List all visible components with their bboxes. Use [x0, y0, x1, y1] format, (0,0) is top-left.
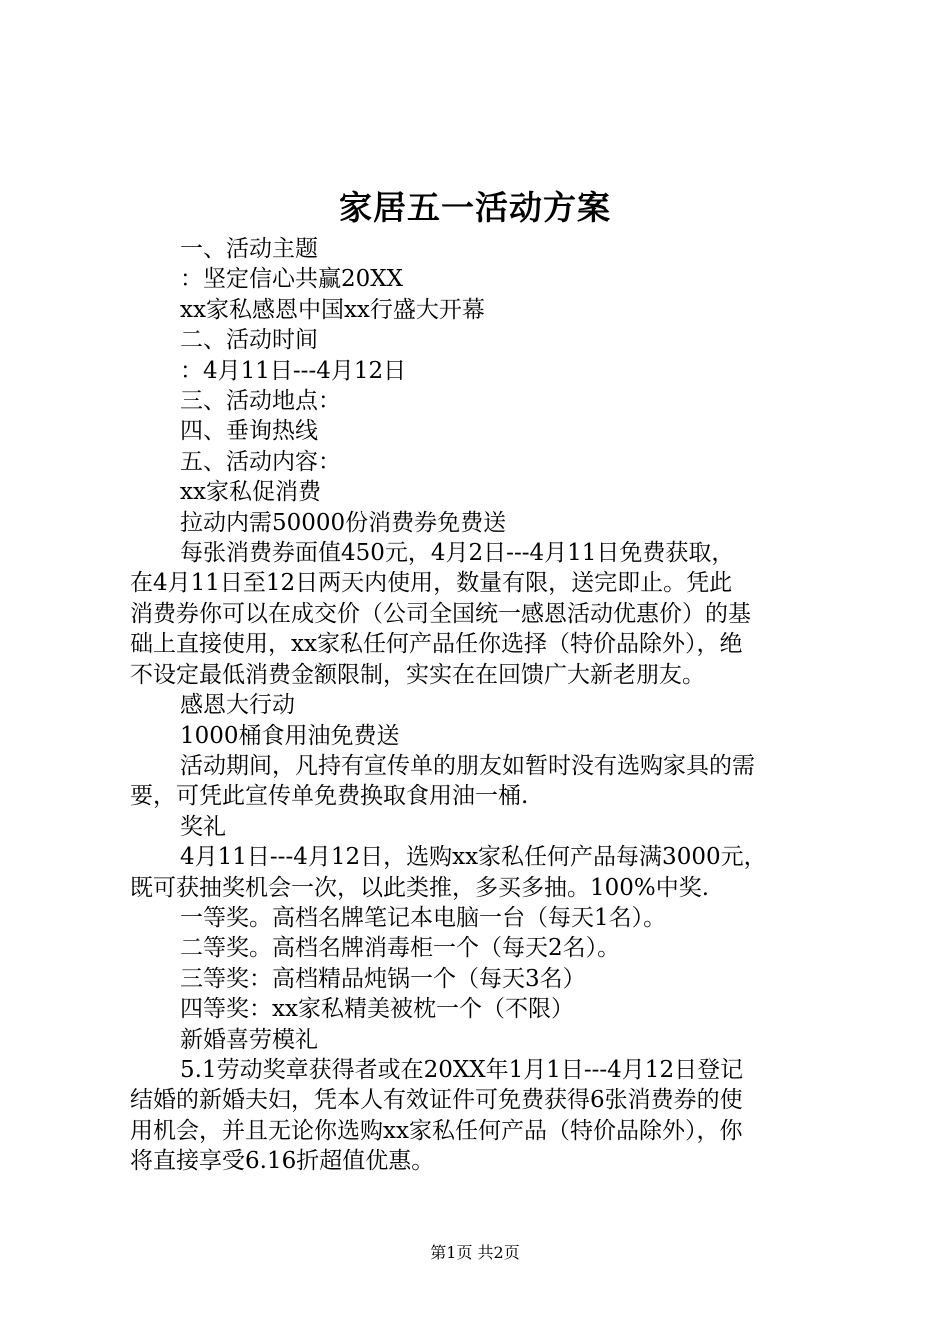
text-line: 活动期间，凡持有宣传单的朋友如暂时没有选购家具的需 — [180, 752, 755, 779]
text-line: 5.1劳动奖章获得者或在20XX年1月1日---4月12日登记 — [180, 1056, 744, 1083]
text-line: 不设定最低消费金额限制，实实在在回馈广大新老朋友。 — [130, 661, 705, 688]
text-line: ：坚定信心共赢20XX — [180, 266, 404, 293]
text-line: 二、活动时间 — [180, 327, 318, 354]
text-line: 四、垂询热线 — [180, 418, 318, 445]
text-line: 五、活动内容： — [180, 448, 341, 475]
text-line: 4月11日---4月12日，选购xx家私任何产品每满3000元， — [180, 844, 767, 871]
document-body — [130, 234, 830, 1177]
text-line: 每张消费券面值450元，4月2日---4月11日免费获取， — [180, 540, 735, 567]
text-line: 感恩大行动 — [180, 692, 295, 719]
text-line: 结婚的新婚夫妇，凭本人有效证件可免费获得6张消费券的使 — [130, 1087, 743, 1114]
text-line: 拉动内需50000份消费券免费送 — [180, 509, 507, 536]
text-line: 一、活动主题 — [180, 236, 318, 262]
text-line: 三、活动地点： — [180, 388, 341, 415]
text-line: 一等奖。高档名牌笔记本电脑一台（每天1名）。 — [180, 904, 667, 931]
text-line: 奖礼 — [180, 813, 226, 840]
text-line: 用机会，并且无论你选购xx家私任何产品（特价品除外），你 — [130, 1117, 743, 1144]
text-line: xx家私感恩中国xx行盛大开幕 — [180, 296, 485, 323]
text-line: 三等奖：高档精品炖锅一个（每天3名） — [180, 965, 586, 992]
text-line: 四等奖：xx家私精美被枕一个（不限） — [180, 996, 574, 1023]
text-line: 既可获抽奖机会一次，以此类推，多买多抽。100%中奖. — [130, 874, 710, 901]
text-line: 二等奖。高档名牌消毒柜一个（每天2名）。 — [180, 935, 621, 962]
text-line: 础上直接使用，xx家私任何产品任你选择（特价品除外），绝 — [130, 631, 743, 658]
text-line: 新婚喜劳模礼 — [180, 1026, 318, 1053]
text-line: 消费券你可以在成交价（公司全国统一感恩活动优惠价）的基 — [130, 600, 751, 627]
text-line: 1000桶食用油免费送 — [180, 722, 400, 749]
text-line: 在4月11日至12日两天内使用，数量有限，送完即止。凭此 — [130, 570, 733, 597]
document-title: 家居五一活动方案 — [339, 188, 611, 227]
text-line: xx家私促消费 — [180, 479, 321, 506]
text-line: 将直接享受6.16折超值优惠。 — [130, 1148, 435, 1175]
text-line: ：4月11日---4月12日 — [180, 357, 407, 384]
page-footer: 第1页 共2页 — [430, 1243, 520, 1262]
text-line: 要，可凭此宣传单免费换取食用油一桶. — [130, 783, 529, 810]
